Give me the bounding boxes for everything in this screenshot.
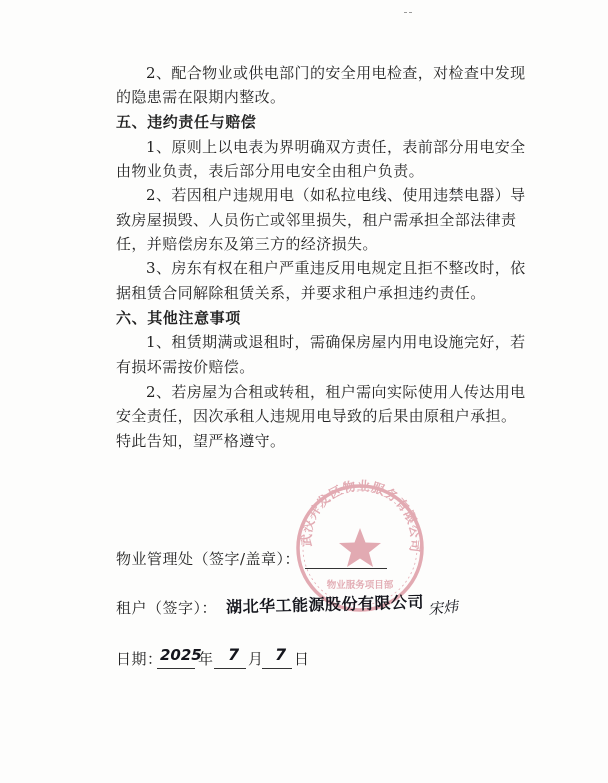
scan-speck — [409, 12, 412, 13]
clause-4-2-line-2: 的隐患需在限期内整改。 — [116, 88, 286, 106]
clause-6-1-line-1: 1、租赁期满或退租时，需确保房屋内用电设施完好，若 — [146, 333, 526, 351]
property-signature-label: 物业管理处（签字/盖章）： — [116, 550, 301, 568]
clause-6-1-line-2: 有损坏需按价赔偿。 — [116, 358, 255, 376]
clause-5-2-line-3: 任，并赔偿房东及第三方的经济损失。 — [116, 235, 378, 253]
date-day-value: 7 — [275, 645, 287, 664]
tenant-company-name: 湖北华工能源股份有限公司 — [225, 592, 425, 617]
date-month-line — [214, 668, 246, 669]
closing-line: 特此告知，望严格遵守。 — [116, 432, 286, 450]
scan-speck — [404, 12, 407, 13]
section-6-heading: 六、其他注意事项 — [116, 309, 241, 327]
clause-6-2-line-2: 安全责任，因次承租人违规用电导致的后果由原租户承担。 — [116, 407, 517, 425]
date-label: 日期： — [116, 650, 163, 668]
date-year-line — [157, 668, 195, 669]
clause-5-2-line-2: 致房屋损毁、人员伤亡或邻里损失，租户需承担全部法律责 — [116, 211, 517, 229]
clause-5-3-line-1: 3、房东有权在租户严重违反用电规定且拒不整改时，依 — [146, 259, 526, 277]
date-year-value: 2025 — [160, 646, 202, 664]
date-month-value: 7 — [228, 645, 240, 664]
property-signature-line — [305, 568, 387, 569]
clause-5-1-line-2: 由物业负责，表后部分用电安全由租户负责。 — [116, 162, 425, 180]
clause-5-1-line-1: 1、原则上以电表为界明确双方责任，表前部分用电安全 — [146, 138, 526, 156]
date-day-line — [262, 668, 292, 669]
date-month-unit: 月 — [248, 650, 264, 668]
tenant-signature-label: 租户（签字）： — [116, 599, 218, 617]
seal-inner-text: 物业服务项目部 — [326, 580, 394, 591]
tenant-handwritten-signature: 宋炜 — [427, 597, 459, 619]
date-day-unit: 日 — [294, 650, 310, 668]
clause-5-2-line-1: 2、若因租户违规用电（如私拉电线、使用违禁电器）导 — [146, 186, 526, 204]
section-5-heading: 五、违约责任与赔偿 — [116, 113, 257, 131]
date-year-unit: 年 — [198, 650, 214, 668]
clause-6-2-line-1: 2、若房屋为合租或转租，租户需向实际使用人传达用电 — [146, 383, 526, 401]
seal-ring-text: 武汉开发区物业服务有限公司 — [298, 477, 424, 554]
clause-5-3-line-2: 据租赁合同解除租赁关系，并要求租户承担违约责任。 — [116, 284, 486, 302]
clause-4-2-line-1: 2、配合物业或供电部门的安全用电检查，对检查中发现 — [146, 64, 526, 82]
